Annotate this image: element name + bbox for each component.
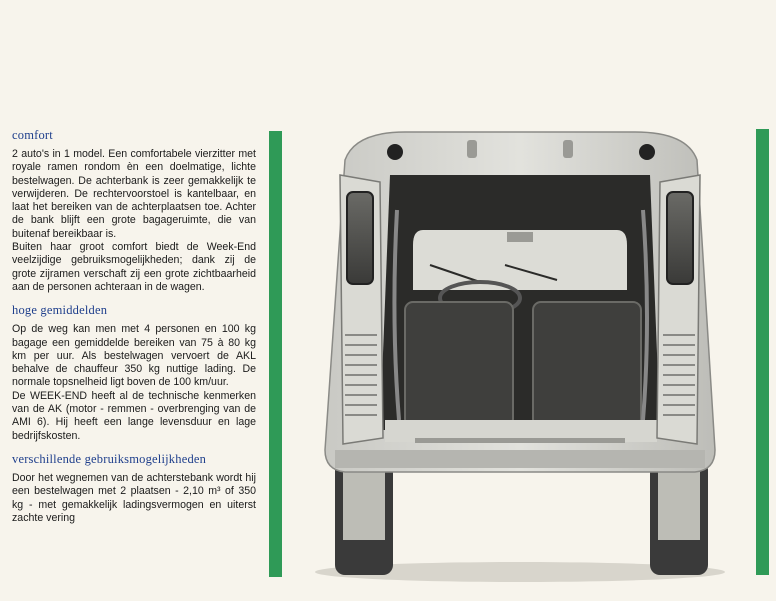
heading-comfort: comfort [12,128,53,142]
paragraph-gemiddelden-1: Op de weg kan men met 4 personen en 100 kg bagage een gemiddelde bereiken van 75 à 80 kg km per uur. Als bestelwagen vervoert de AKL behalve de chauffeur 350 kg nuttige lading. De normale topsnelheid ligt boven de 100 km/uur. [12,323,256,389]
paragraph-gebruik-1: Door het wegnemen van de achterstebank wordt hij een bestelwagen met 2 plaatsen - 2,10 m³ of 350 kg - met gemakkelijk ladingsvermogen en uiterst zachte vering [12,471,256,524]
van-rear-photo [295,120,745,590]
paragraph-gemiddelden-2: De WEEK-END heeft al de technische kenmerken van de AK (motor - remmen - overbrenging van de AMI 6). Hij heeft een lange levensduur en lage bedrijfskosten. [12,389,256,442]
text-column [12,128,256,525]
paragraph-comfort-1: 2 auto's in 1 model. Een comfortabele vierzitter met royale ramen rondom èn een doelmatige, lichte bestelwagen. De achterbank is zeer gemakkelijk te verwijderen. De rechtervoorstoel is kantelbaar, en laat het bereiken van de achterplaatsen toe. Achter de bank blijft een grote bagageruimte, die van buitenaf bereikbaar is. [12,148,256,240]
paragraph-comfort-2: Buiten haar groot comfort biedt de Week-End veelzijdige gebruiksmogelijkheden; dank zij de grote zijramen verschaft zij een grote zichtbaarheid aan de personen achteraan in de wagen. [12,241,256,293]
green-stripe-right [756,129,769,575]
green-stripe-left [269,131,282,577]
heading-gebruiksmogelijkheden: verschillende gebruiksmogelijkheden [12,451,207,466]
heading-hoge-gemiddelden: hoge gemiddelden [12,303,108,318]
